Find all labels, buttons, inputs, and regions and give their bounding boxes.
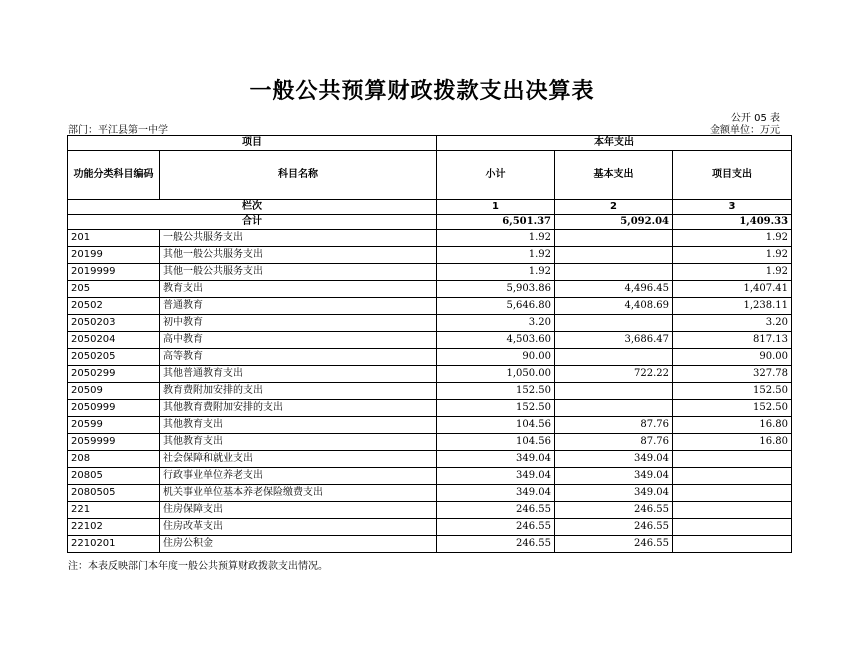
lanci-col3: 3 — [673, 200, 792, 215]
row-code: 221 — [68, 502, 160, 519]
row-name: 其他教育支出 — [160, 434, 437, 451]
column-number-row — [68, 200, 792, 215]
row-subtotal: 3.20 — [437, 315, 555, 332]
row-code: 20502 — [68, 298, 160, 315]
footnote: 注：本表反映部门本年度一般公共预算财政拨款支出情况。 — [68, 561, 328, 572]
lanci-label: 栏次 — [68, 200, 437, 215]
department-label: 部门：平江县第一中学 — [68, 125, 168, 136]
row-name: 初中教育 — [160, 315, 437, 332]
row-name: 其他普通教育支出 — [160, 366, 437, 383]
table-row — [68, 434, 792, 451]
row-project: 152.50 — [673, 383, 792, 400]
row-code: 2080505 — [68, 485, 160, 502]
header-code: 功能分类科目编码 — [68, 151, 160, 200]
row-project — [673, 468, 792, 485]
header-current-year: 本年支出 — [437, 136, 792, 151]
total-subtotal: 6,501.37 — [437, 215, 555, 230]
row-code: 2050204 — [68, 332, 160, 349]
row-name: 其他一般公共服务支出 — [160, 247, 437, 264]
row-name: 一般公共服务支出 — [160, 230, 437, 247]
row-basic: 246.55 — [555, 536, 673, 553]
row-subtotal: 5,646.80 — [437, 298, 555, 315]
row-project: 16.80 — [673, 417, 792, 434]
header-item: 项目 — [68, 136, 437, 151]
table-row — [68, 247, 792, 264]
row-project: 1.92 — [673, 230, 792, 247]
row-name: 机关事业单位基本养老保险缴费支出 — [160, 485, 437, 502]
row-subtotal: 1.92 — [437, 230, 555, 247]
row-subtotal: 246.55 — [437, 536, 555, 553]
table-row — [68, 485, 792, 502]
row-basic — [555, 264, 673, 281]
row-project: 1,238.11 — [673, 298, 792, 315]
row-name: 教育支出 — [160, 281, 437, 298]
lanci-col2: 2 — [555, 200, 673, 215]
row-subtotal: 349.04 — [437, 485, 555, 502]
row-subtotal: 1,050.00 — [437, 366, 555, 383]
row-project: 152.50 — [673, 400, 792, 417]
row-project: 90.00 — [673, 349, 792, 366]
row-basic: 87.76 — [555, 434, 673, 451]
row-project — [673, 519, 792, 536]
header-project: 项目支出 — [673, 151, 792, 200]
row-project: 327.78 — [673, 366, 792, 383]
row-subtotal: 152.50 — [437, 383, 555, 400]
row-basic — [555, 315, 673, 332]
row-subtotal: 1.92 — [437, 247, 555, 264]
row-project: 1.92 — [673, 264, 792, 281]
row-code: 20805 — [68, 468, 160, 485]
row-subtotal: 246.55 — [437, 502, 555, 519]
row-basic — [555, 400, 673, 417]
row-basic: 722.22 — [555, 366, 673, 383]
table-row — [68, 332, 792, 349]
row-project — [673, 502, 792, 519]
header-subtotal: 小计 — [437, 151, 555, 200]
row-subtotal: 90.00 — [437, 349, 555, 366]
row-name: 行政事业单位养老支出 — [160, 468, 437, 485]
row-code: 208 — [68, 451, 160, 468]
row-name: 住房公积金 — [160, 536, 437, 553]
row-subtotal: 246.55 — [437, 519, 555, 536]
row-name: 住房改革支出 — [160, 519, 437, 536]
row-subtotal: 152.50 — [437, 400, 555, 417]
row-basic: 349.04 — [555, 451, 673, 468]
total-basic: 5,092.04 — [555, 215, 673, 230]
row-name: 社会保障和就业支出 — [160, 451, 437, 468]
row-subtotal: 4,503.60 — [437, 332, 555, 349]
header-name: 科目名称 — [160, 151, 437, 200]
row-project: 817.13 — [673, 332, 792, 349]
row-basic: 4,496.45 — [555, 281, 673, 298]
row-name: 住房保障支出 — [160, 502, 437, 519]
row-basic: 349.04 — [555, 485, 673, 502]
row-code: 2019999 — [68, 264, 160, 281]
row-code: 2050205 — [68, 349, 160, 366]
unit-label: 金额单位：万元 — [710, 125, 780, 136]
row-code: 205 — [68, 281, 160, 298]
row-subtotal: 1.92 — [437, 264, 555, 281]
lanci-col1: 1 — [437, 200, 555, 215]
row-code: 22102 — [68, 519, 160, 536]
row-basic — [555, 349, 673, 366]
row-name: 其他一般公共服务支出 — [160, 264, 437, 281]
table-row — [68, 383, 792, 400]
row-basic: 246.55 — [555, 502, 673, 519]
row-subtotal: 104.56 — [437, 417, 555, 434]
row-name: 高中教育 — [160, 332, 437, 349]
table-row — [68, 366, 792, 383]
page-title: 一般公共预算财政拨款支出决算表 — [249, 79, 595, 104]
row-basic: 87.76 — [555, 417, 673, 434]
row-name: 高等教育 — [160, 349, 437, 366]
row-basic: 3,686.47 — [555, 332, 673, 349]
form-number: 公开 05 表 — [730, 113, 780, 124]
row-code: 2059999 — [68, 434, 160, 451]
row-code: 20599 — [68, 417, 160, 434]
row-basic — [555, 383, 673, 400]
row-basic — [555, 247, 673, 264]
header-row-1 — [68, 136, 792, 151]
table-row — [68, 349, 792, 366]
row-code: 2050299 — [68, 366, 160, 383]
row-basic: 349.04 — [555, 468, 673, 485]
row-code: 20199 — [68, 247, 160, 264]
table-row — [68, 468, 792, 485]
row-code: 2210201 — [68, 536, 160, 553]
row-code: 2050999 — [68, 400, 160, 417]
table-row — [68, 451, 792, 468]
table-row — [68, 230, 792, 247]
table-row — [68, 502, 792, 519]
row-code: 201 — [68, 230, 160, 247]
table-row — [68, 281, 792, 298]
total-row — [68, 215, 792, 230]
table-row — [68, 417, 792, 434]
row-name: 教育费附加安排的支出 — [160, 383, 437, 400]
row-name: 其他教育费附加安排的支出 — [160, 400, 437, 417]
row-code: 2050203 — [68, 315, 160, 332]
header-row-2 — [68, 151, 792, 200]
table-row — [68, 519, 792, 536]
row-project: 1.92 — [673, 247, 792, 264]
row-project — [673, 451, 792, 468]
row-subtotal: 5,903.86 — [437, 281, 555, 298]
row-subtotal: 349.04 — [437, 468, 555, 485]
row-project — [673, 536, 792, 553]
table-row — [68, 400, 792, 417]
row-project — [673, 485, 792, 502]
table-row — [68, 264, 792, 281]
row-subtotal: 104.56 — [437, 434, 555, 451]
expenditure-table — [67, 135, 792, 553]
row-project: 1,407.41 — [673, 281, 792, 298]
row-basic: 246.55 — [555, 519, 673, 536]
table-row — [68, 315, 792, 332]
row-name: 其他教育支出 — [160, 417, 437, 434]
header-basic: 基本支出 — [555, 151, 673, 200]
row-basic — [555, 230, 673, 247]
row-project: 16.80 — [673, 434, 792, 451]
table-row — [68, 298, 792, 315]
table-row — [68, 536, 792, 553]
row-subtotal: 349.04 — [437, 451, 555, 468]
row-project: 3.20 — [673, 315, 792, 332]
total-label: 合计 — [68, 215, 437, 230]
total-project: 1,409.33 — [673, 215, 792, 230]
row-code: 20509 — [68, 383, 160, 400]
row-name: 普通教育 — [160, 298, 437, 315]
row-basic: 4,408.69 — [555, 298, 673, 315]
